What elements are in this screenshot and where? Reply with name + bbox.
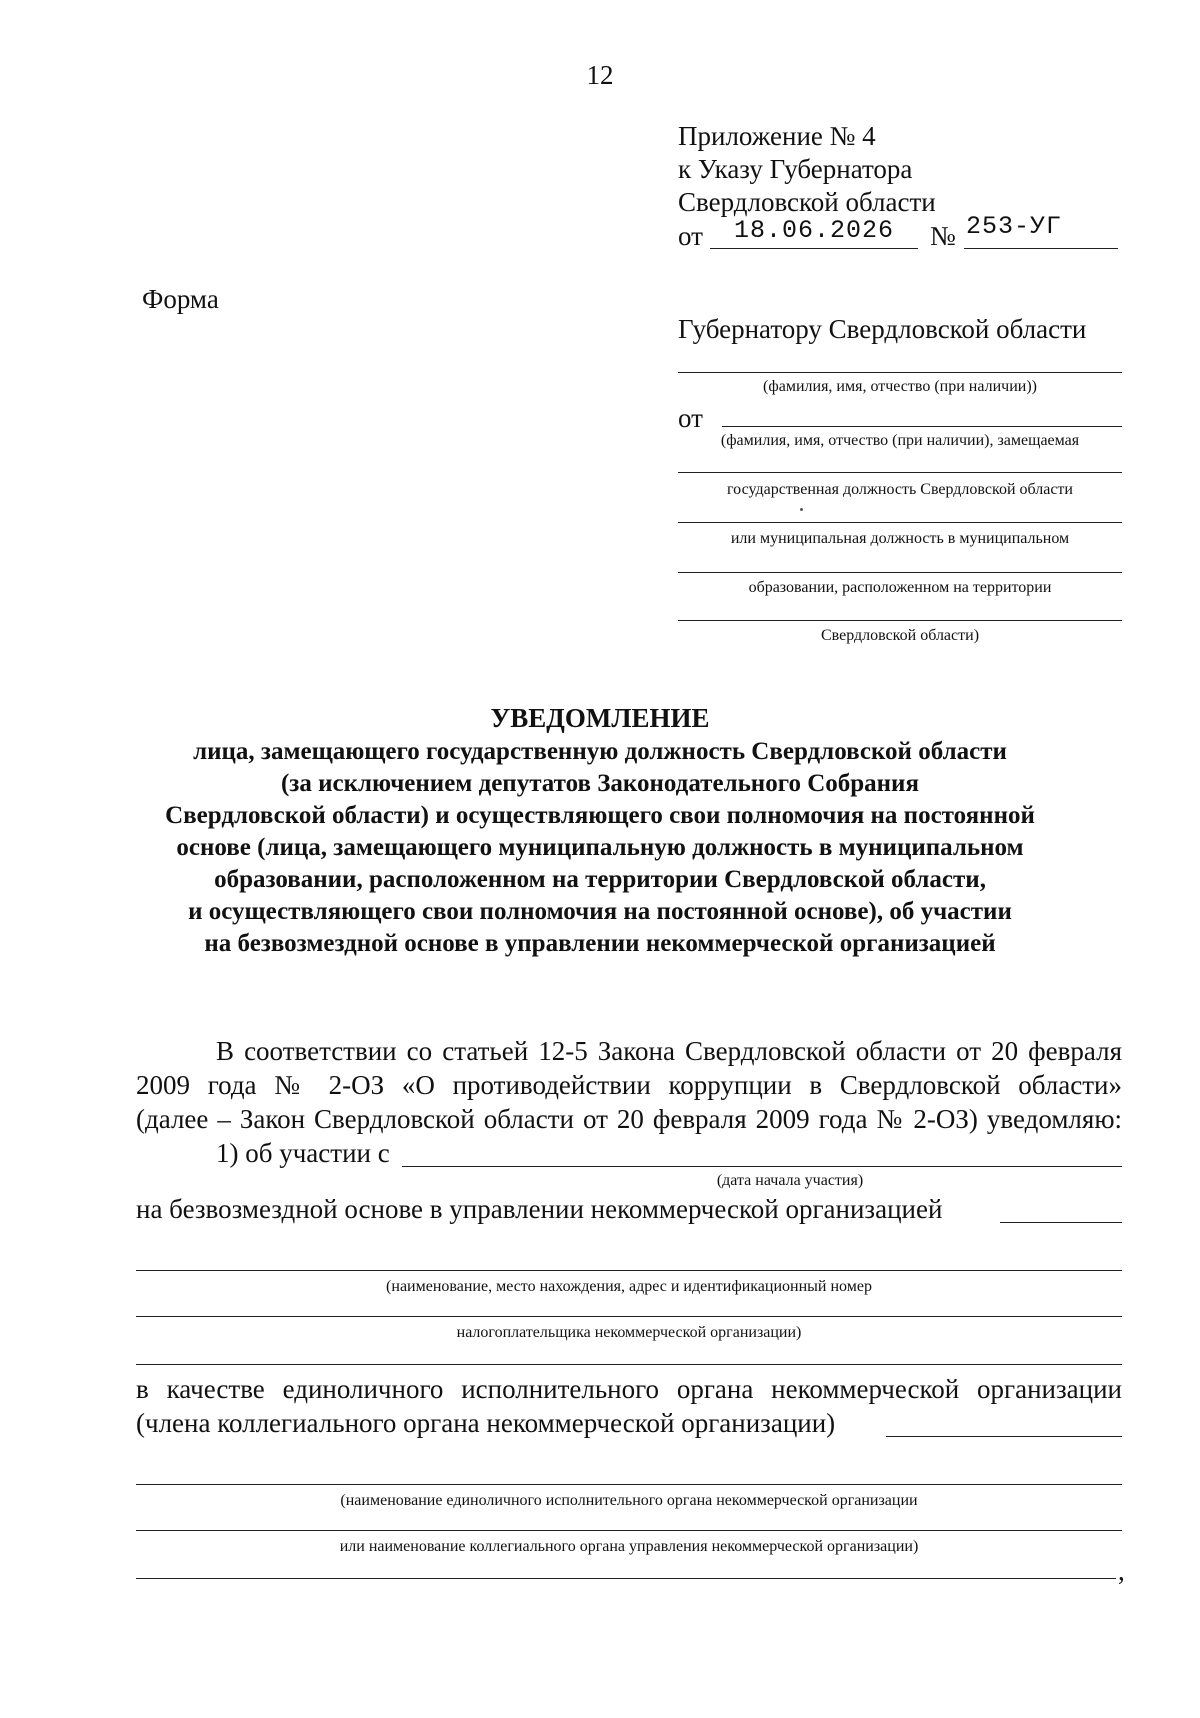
role-body-line-1 [136, 1484, 1122, 1485]
document-title [130, 702, 1070, 960]
title-line: на безвозмездной основе в управлении некоммерческой организацией [204, 930, 996, 957]
addressee-line-5 [678, 572, 1122, 573]
addressee-to: Губернатору Свердловской области [678, 314, 1087, 344]
item1-label: 1) об участии с [216, 1138, 390, 1168]
title-line: лица, замещающего государственную должность Свердловской области [193, 738, 1007, 765]
role-body-line-2 [136, 1530, 1122, 1531]
nonprofit-line-fill [1000, 1222, 1122, 1223]
number-label: № [930, 221, 956, 251]
caption-sender-5: Свердловской области) [820, 627, 980, 644]
nonprofit-line-text: на безвозмездной основе в управлении некоммерческой организацией [136, 1194, 943, 1224]
caption-org-1: (наименование, место нахождения, адрес и идентификационный номер [386, 1278, 872, 1295]
decree-date: 18.06.2026 [734, 216, 895, 245]
caption-sender-4: образовании, расположенном на территории [748, 579, 1052, 596]
end-comma: , [1118, 1556, 1125, 1586]
addressee-line-6 [678, 620, 1122, 621]
caption-governor-name: (фамилия, имя, отчество (при наличии)) [763, 378, 1037, 395]
appendix-block [678, 120, 1063, 255]
addressee-line-4 [678, 522, 1122, 523]
addressee-line-3 [678, 472, 1122, 473]
from-label: от [678, 221, 703, 251]
paragraph-line-2: 2009 года № 2-ОЗ «О противодействии коррупции в Свердловской области» [136, 1070, 1122, 1100]
title-line: Свердловской области) и осуществляющего свои полномочия на постоянной [165, 802, 1035, 829]
appendix-region: Свердловской области [678, 187, 936, 217]
org-line-1 [136, 1270, 1122, 1271]
decree-number: 253-УГ [966, 212, 1063, 241]
addressee-line-1 [678, 372, 1122, 373]
role-line-1: в качестве единоличного исполнительного органа некоммерческой организации [136, 1374, 1122, 1404]
role-line-fill [886, 1436, 1122, 1437]
role-line-2: (члена коллегиального органа некоммерческой организации) [136, 1408, 836, 1438]
caption-sender-3: или муниципальная должность в муниципальном [730, 530, 1070, 547]
appendix-title: Приложение № 4 [678, 121, 876, 151]
scan-dot [800, 508, 803, 511]
caption-role-2: или наименование коллегиального органа управления некоммерческой организации) [339, 1538, 919, 1555]
role-body-line-3 [136, 1578, 1116, 1579]
appendix-date-line [678, 212, 1063, 255]
paragraph-line-3: (далее – Закон Свердловской области от 20 февраля 2009 года № 2-ОЗ) уведомляю: [136, 1104, 1122, 1134]
start-date-line [402, 1166, 1122, 1167]
addressee-line-2 [722, 426, 1122, 427]
page-number: 12 [586, 60, 614, 90]
title-line: основе (лица, замещающего муниципальную должность в муниципальном [176, 834, 1024, 861]
title-line: образовании, расположенном на территории Свердловской области, [214, 866, 986, 893]
org-line-3 [136, 1364, 1122, 1365]
caption-sender-1: (фамилия, имя, отчество (при наличии), замещаемая [720, 432, 1080, 449]
title-main: УВЕДОМЛЕНИЕ [490, 703, 710, 733]
caption-sender-2: государственная должность Свердловской области [727, 481, 1073, 498]
form-label: Форма [142, 284, 219, 314]
title-line: и осуществляющего свои полномочия на постоянной основе), об участии [188, 898, 1012, 925]
caption-role-1: (наименование единоличного исполнительного органа некоммерческой организации [340, 1492, 918, 1509]
paragraph-line-1: В соответствии со статьей 12-5 Закона Свердловской области от 20 февраля [216, 1036, 1122, 1066]
title-line: (за исключением депутатов Законодательного Собрания [280, 770, 919, 797]
appendix-decree: к Указу Губернатора [678, 154, 913, 184]
caption-org-2: налогоплательщика некоммерческой организации) [456, 1324, 802, 1341]
org-line-2 [136, 1316, 1122, 1317]
from-label-2: от [678, 403, 703, 433]
caption-start-date: (дата начала участия) [716, 1172, 864, 1189]
